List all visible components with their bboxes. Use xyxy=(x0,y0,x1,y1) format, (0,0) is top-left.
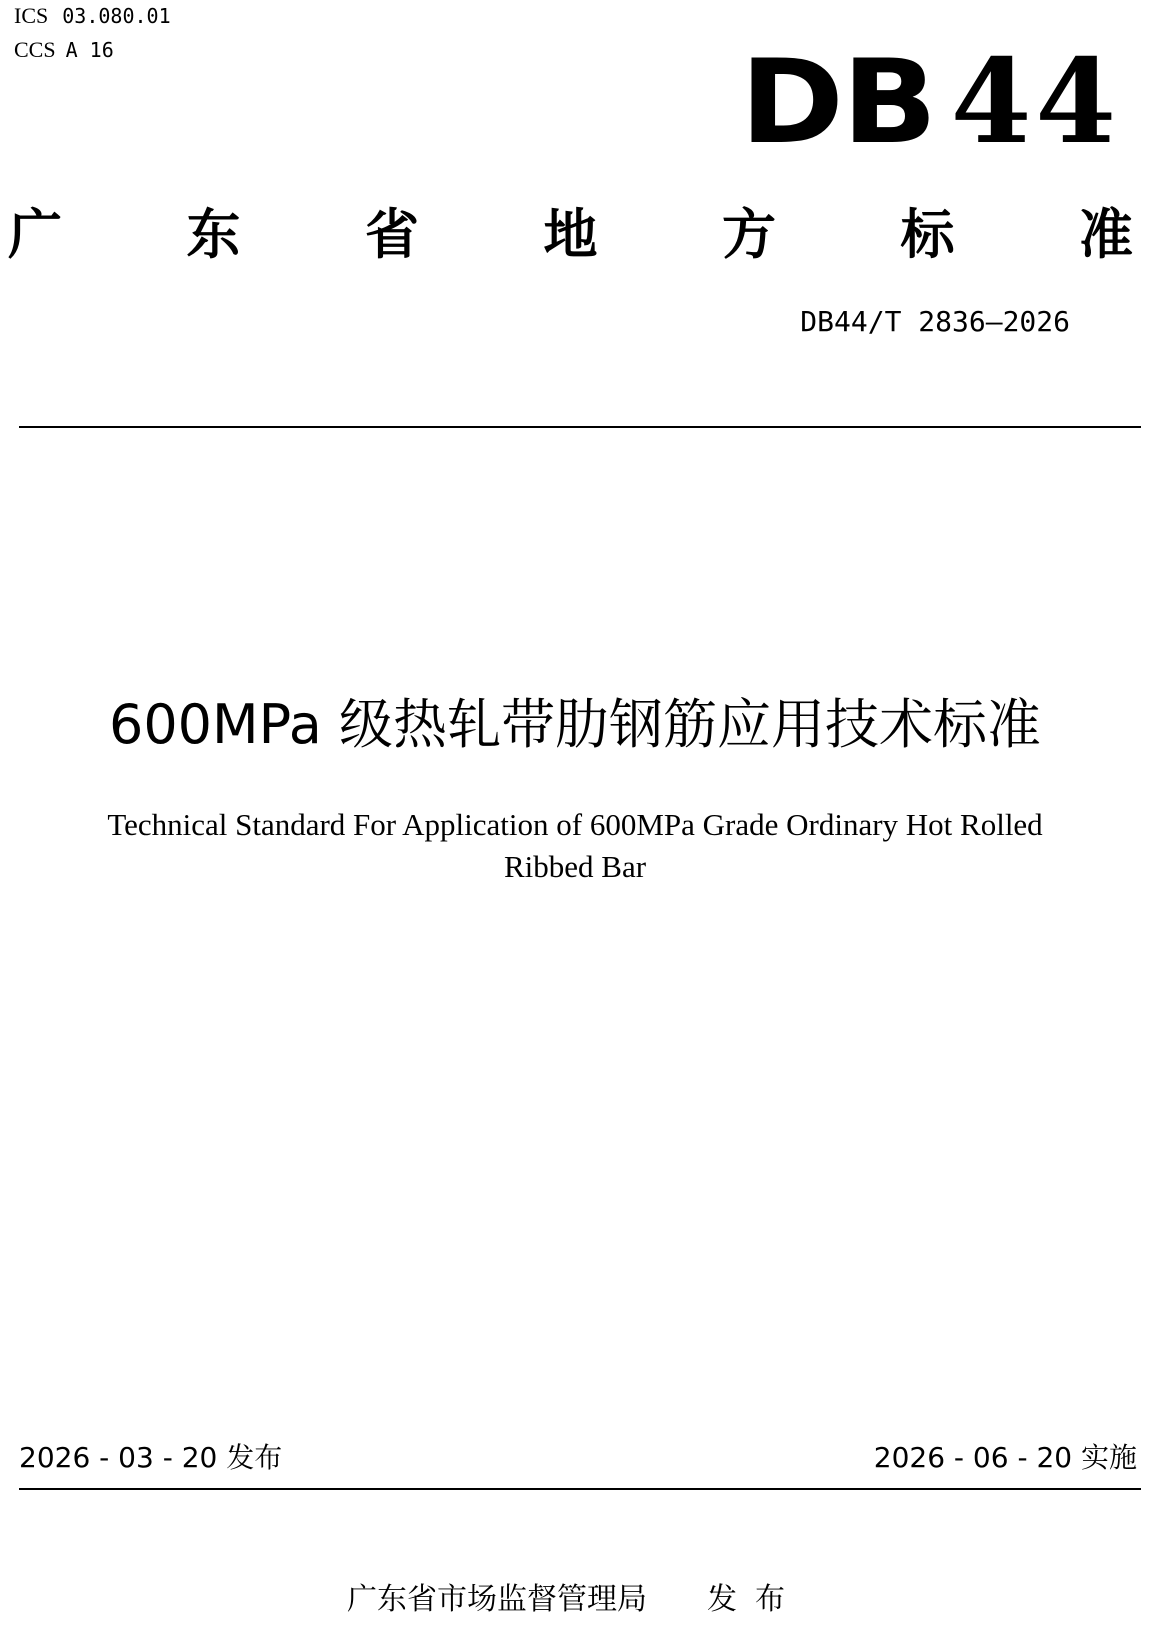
issuer-name: 广东省市场监督管理局 xyxy=(347,1582,647,1617)
ics-line xyxy=(14,3,171,29)
implementation-date: 2026 - 06 - 20 实施 xyxy=(873,1441,1137,1474)
standard-number: DB44/T 2836—2026 xyxy=(800,305,1070,338)
ccs-code: A 16 xyxy=(65,38,114,62)
ics-code: 03.080.01 xyxy=(62,4,171,28)
publish-date: 2026 - 03 - 20 发布 xyxy=(19,1441,283,1474)
ccs-label: CCS xyxy=(14,37,56,62)
standard-type-heading xyxy=(8,200,1133,270)
standard-type-char: 方 xyxy=(722,203,776,266)
standard-type-char: 准 xyxy=(1079,203,1133,266)
standard-type-char: 东 xyxy=(186,203,241,266)
standard-logo xyxy=(740,34,1121,170)
issuer-verb: 发布 xyxy=(707,1582,803,1617)
top-divider xyxy=(19,426,1141,428)
standard-type-char: 广 xyxy=(8,203,62,266)
bottom-divider xyxy=(19,1488,1141,1490)
issuer-line xyxy=(0,1580,1150,1620)
ccs-line xyxy=(14,37,114,63)
title-chinese: 600MPa 级热轧带肋钢筋应用技术标准 xyxy=(108,693,1042,756)
standard-type-char: 地 xyxy=(543,203,598,266)
logo-number: 44 xyxy=(950,34,1121,170)
standard-type-char: 标 xyxy=(900,203,955,266)
logo-db: DB xyxy=(740,35,936,170)
title-english: Technical Standard For Application of 600MPa Grade Ordinary Hot Rolled Ribbed Bar xyxy=(107,807,1043,884)
ics-label: ICS xyxy=(14,3,49,28)
standard-type-char: 省 xyxy=(365,203,419,266)
